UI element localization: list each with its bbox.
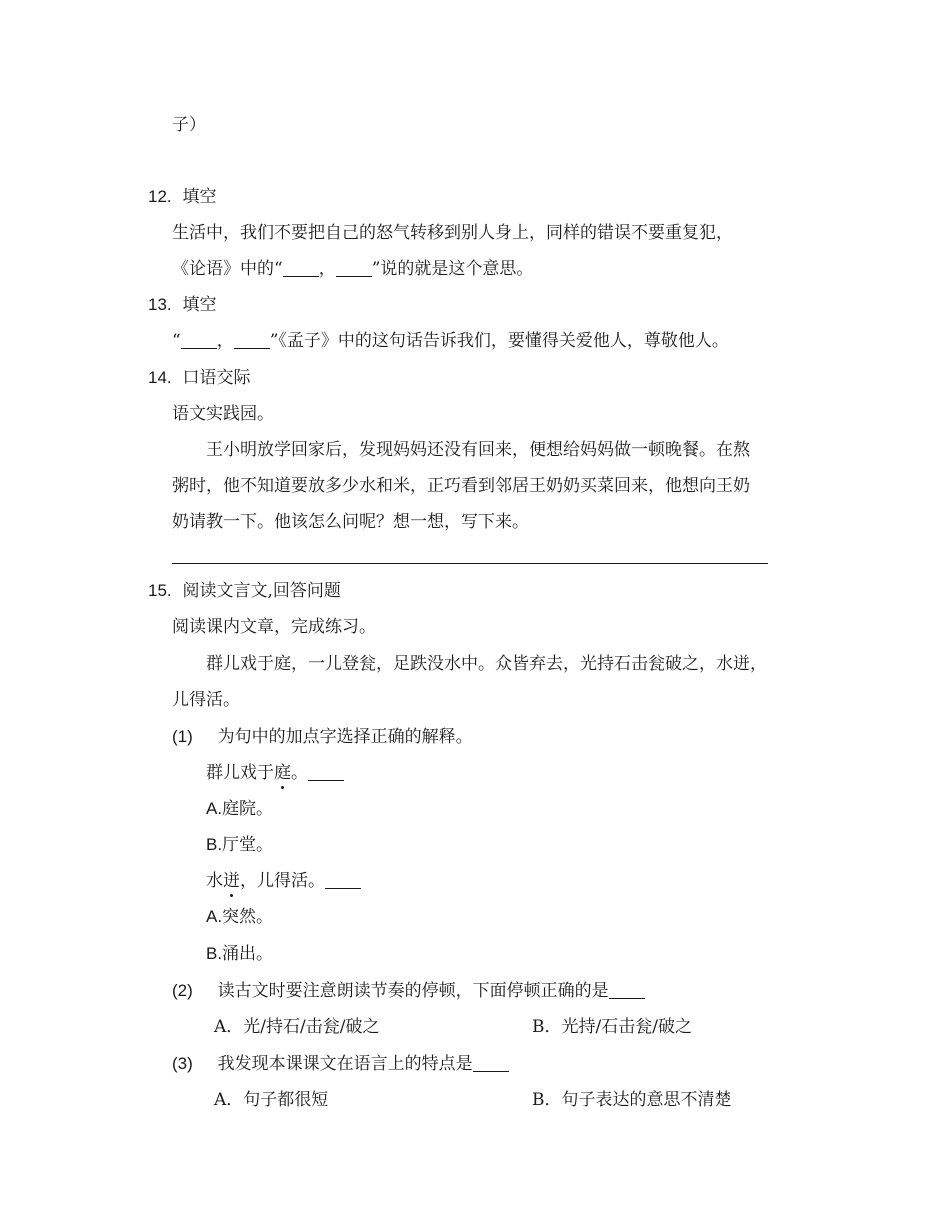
q15-sub1-sentence2 (206, 870, 361, 892)
q15-sub1-s1-dotted-char: 庭 (274, 763, 291, 783)
q15-sub1-s2-post: ，儿得活。 (240, 871, 325, 891)
q15-sub2-label: (2) (172, 981, 193, 1000)
q13-header (148, 294, 216, 316)
q15-sub3-option-b[interactable]: B．句子表达的意思不清楚 (532, 1090, 732, 1110)
q12-number: 12. (148, 187, 172, 206)
q15-sub2-option-b[interactable]: B．光持/石击瓮/破之 (532, 1017, 692, 1037)
q14-paragraph-line3: 奶请教一下。他该怎么问呢？想一想，写下来。 (172, 512, 529, 532)
q15-sub2-prompt: 读古文时要注意朗读节奏的停顿，下面停顿正确的是 (217, 981, 609, 1001)
q15-sub2-option-a[interactable]: A．光/持石/击瓮/破之 (214, 1017, 380, 1037)
q15-sub1-s2-option-b[interactable]: B.涌出。 (206, 944, 274, 963)
q14-paragraph-line2: 粥时，他不知道要放多少水和米，正巧看到邻居王奶奶买菜回来，他想向王奶 (172, 476, 750, 496)
q13-title: 填空 (182, 295, 217, 315)
q15-sub1-s1-option-b[interactable]: B.厅堂。 (206, 835, 274, 854)
q13-line (172, 330, 729, 352)
q15-sub1-s1-option-a[interactable]: A.庭院。 (206, 799, 274, 818)
q15-sub3-label: (3) (172, 1054, 193, 1073)
q12-line2-post: ”说的就是这个意思。 (371, 259, 534, 279)
q15-sub1-header (172, 726, 473, 748)
q12-line2 (172, 258, 533, 280)
q15-sub1-s1-post: 。 (291, 763, 308, 783)
q13-pre: “ (172, 331, 181, 351)
q15-header (148, 580, 341, 602)
q15-sub1-prompt: 为句中的加点字选择正确的解释。 (217, 727, 473, 747)
q15-passage-line1: 群儿戏于庭，一儿登瓮，足跌没水中。众皆弃去，光持石击瓮破之，水迸， (206, 654, 767, 674)
q15-sub2-header (172, 980, 645, 1002)
previous-question-tail: 子） (172, 115, 206, 135)
q15-sub1-s1-blank[interactable] (308, 764, 344, 781)
q15-sub1-sentence1 (206, 762, 344, 784)
q12-header (148, 186, 216, 208)
q15-sub3-blank[interactable] (473, 1055, 509, 1072)
q14-answer-line[interactable] (172, 563, 768, 564)
q15-sub1-s2-option-a[interactable]: A.突然。 (206, 907, 274, 926)
q12-title: 填空 (182, 187, 217, 207)
q13-post: ”《孟子》中的这句话告诉我们，要懂得关爱他人，尊敬他人。 (269, 331, 729, 351)
q15-passage-line2: 儿得活。 (172, 690, 240, 710)
q14-number: 14. (148, 368, 172, 387)
q14-header (148, 367, 250, 389)
q15-sub3-option-a[interactable]: A．句子都很短 (214, 1090, 329, 1110)
q14-title: 口语交际 (182, 368, 251, 388)
q15-sub2-blank[interactable] (609, 982, 645, 999)
q15-sub3-header (172, 1053, 509, 1075)
q15-number: 15. (148, 581, 172, 600)
q15-subtitle: 阅读课内文章，完成练习。 (172, 617, 376, 637)
q15-sub1-s2-dotted-char: 迸 (223, 871, 240, 891)
q14-paragraph-line1: 王小明放学回家后，发现妈妈还没有回来，便想给妈妈做一顿晚餐。在熬 (206, 440, 750, 460)
q12-blank-1[interactable] (283, 260, 319, 277)
q12-line1: 生活中，我们不要把自己的怒气转移到别人身上，同样的错误不要重复犯， (172, 223, 733, 243)
q12-line2-mid: ， (318, 259, 336, 279)
q15-sub1-s1-pre: 群儿戏于 (206, 763, 274, 783)
q13-mid: ， (216, 331, 234, 351)
q13-blank-2[interactable] (234, 332, 270, 349)
q15-sub1-label: (1) (172, 727, 193, 746)
q12-line2-pre: 《论语》中的“ (172, 259, 283, 279)
q15-sub3-prompt: 我发现本课课文在语言上的特点是 (217, 1054, 473, 1074)
q15-title: 阅读文言文,回答问题 (182, 581, 341, 601)
q15-sub1-s2-blank[interactable] (325, 872, 361, 889)
q13-blank-1[interactable] (181, 332, 217, 349)
q13-number: 13. (148, 295, 172, 314)
q12-blank-2[interactable] (336, 260, 372, 277)
q14-subtitle: 语文实践园。 (172, 404, 274, 424)
q15-sub1-s2-pre: 水 (206, 871, 223, 891)
